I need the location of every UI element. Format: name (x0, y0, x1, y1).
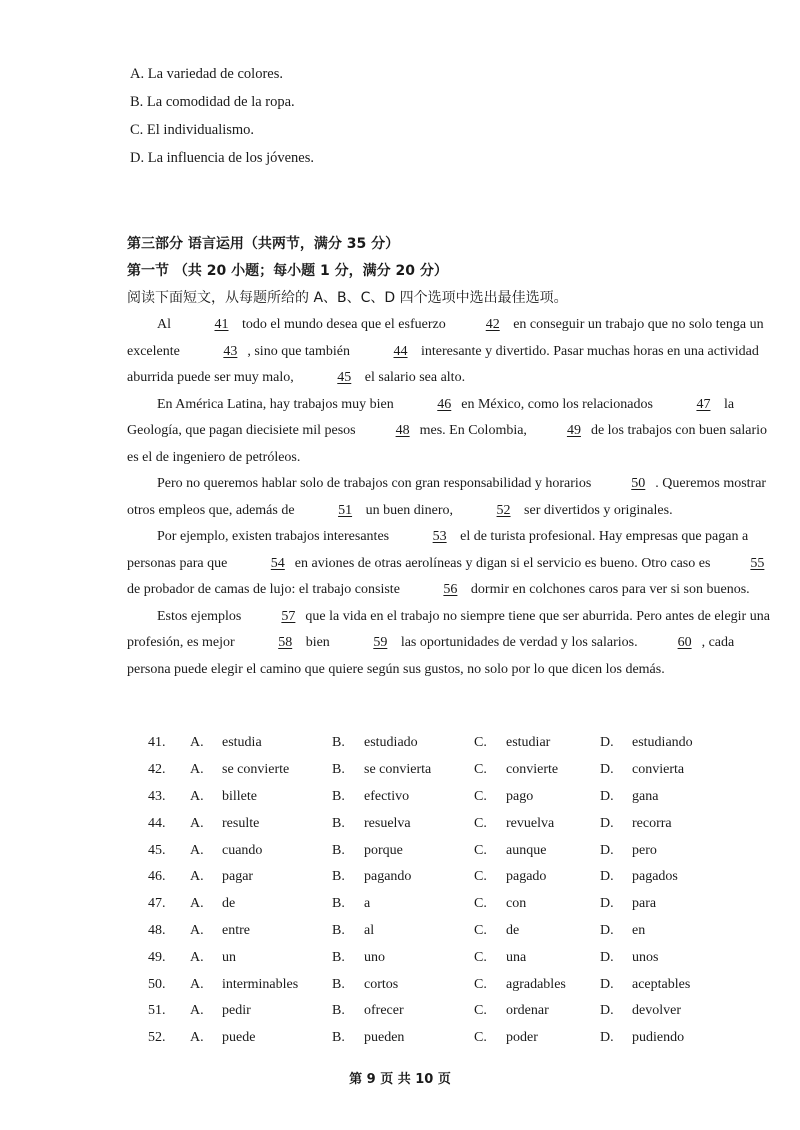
option-letter-c: C. (474, 896, 487, 912)
choice-row (148, 864, 693, 891)
question-number: 48. (148, 922, 166, 938)
option-letter-c: C. (474, 842, 487, 858)
option-d: unos (632, 949, 659, 965)
question-number: 47. (148, 896, 166, 912)
option-d: estudiando (632, 735, 693, 751)
option-letter-d: D. (600, 815, 614, 831)
option-c: revuelva (506, 815, 555, 831)
question-number: 41. (148, 735, 166, 751)
option-b: pagando (364, 869, 412, 885)
passage-text: el salario sea alto. (361, 370, 466, 385)
option-letter-b: B. (332, 815, 345, 831)
passage-text: , sino que también (247, 343, 354, 359)
passage-text: mes. En Colombia, (419, 423, 527, 438)
choice-row (148, 918, 693, 945)
passage-text: en aviones de otras aerolíneas y digan si el servicio es bueno. Otro caso es (294, 555, 711, 571)
choice-row (148, 1025, 693, 1052)
option-letter-c: C. (474, 788, 487, 804)
passage-text: de probador de camas de lujo: el trabajo consiste (127, 582, 404, 597)
answer-blank: 56 (443, 582, 458, 597)
answer-blank: 47 (696, 396, 711, 412)
option-letter-a: A. (190, 842, 204, 858)
option-a: resulte (222, 815, 260, 831)
option-letter-c: C. (474, 815, 487, 831)
passage-paragraph (127, 471, 777, 524)
option-c: pago (506, 788, 534, 804)
option-a: se convierte (222, 762, 290, 778)
option-letter-b: B. (332, 869, 345, 885)
choice-row (148, 810, 693, 837)
answer-blank: 53 (432, 529, 447, 544)
option-letter-c: C. (474, 922, 487, 938)
option-d: pudiendo (632, 1030, 685, 1046)
answer-blank: 42 (485, 317, 500, 332)
prev-option-b: B. La comodidad de la ropa. (130, 94, 295, 110)
option-letter-c: C. (474, 1003, 487, 1019)
option-c: con (506, 896, 527, 912)
choice-row (148, 891, 693, 918)
choice-row (148, 730, 693, 757)
choices-table (148, 730, 693, 1052)
prev-option-d: D. La influencia de los jóvenes. (130, 150, 315, 166)
option-d: pagados (632, 869, 678, 885)
cloze-passage (127, 312, 777, 683)
question-number: 43. (148, 788, 166, 804)
passage-text: En América Latina, hay trabajos muy bien (157, 396, 398, 412)
answer-blank: 57 (281, 608, 296, 624)
choice-row (148, 971, 693, 998)
option-letter-b: B. (332, 788, 345, 804)
passage-text: bien (302, 635, 334, 650)
option-b: porque (364, 842, 403, 858)
option-d: devolver (632, 1003, 681, 1019)
answer-blank: 45 (337, 370, 352, 385)
choice-row (148, 837, 693, 864)
answer-blank: 51 (338, 502, 353, 518)
option-letter-d: D. (600, 1003, 614, 1019)
option-letter-c: C. (474, 949, 487, 965)
option-a: estudia (222, 735, 262, 751)
passage-paragraph (127, 604, 777, 684)
passage-text: Estos ejemplos (157, 608, 242, 624)
passage-text: en México, como los relacionados (461, 396, 657, 412)
answer-blank: 54 (270, 555, 285, 571)
part-title: 第三部分 语言运用（共两节，满分 35 分） (127, 236, 400, 252)
option-b: se convierta (364, 762, 432, 778)
option-c: una (506, 949, 527, 965)
answer-blank: 43 (223, 343, 238, 359)
option-d: para (632, 896, 657, 912)
option-letter-a: A. (190, 869, 204, 885)
passage-text: Al (157, 317, 175, 332)
option-letter-a: A. (190, 896, 204, 912)
option-a: puede (222, 1030, 256, 1046)
option-letter-b: B. (332, 922, 345, 938)
option-letter-a: A. (190, 976, 204, 992)
option-letter-c: C. (474, 735, 487, 751)
option-letter-d: D. (600, 842, 614, 858)
option-letter-d: D. (600, 788, 614, 804)
subsection-title: 第一节 （共 20 小题；每小题 1 分，满分 20 分） (127, 263, 448, 279)
option-a: entre (222, 922, 250, 938)
option-a: pagar (222, 869, 254, 885)
option-c: agradables (506, 976, 566, 992)
option-d: en (632, 922, 646, 938)
option-letter-a: A. (190, 1030, 204, 1046)
question-number: 42. (148, 762, 166, 778)
passage-text: interesante y divertido. Pasar muchas horas en una actividad aburrida puede ser muy malo, (127, 343, 759, 385)
option-letter-a: A. (190, 1003, 204, 1019)
option-letter-b: B. (332, 976, 345, 992)
answer-blank: 60 (677, 635, 692, 650)
option-letter-d: D. (600, 735, 614, 751)
answer-blank: 49 (566, 423, 581, 438)
question-number: 51. (148, 1003, 166, 1019)
passage-text: en conseguir un trabajo que no solo tenga un excelente (127, 317, 764, 359)
option-b: a (364, 896, 371, 912)
option-letter-c: C. (474, 976, 487, 992)
passage-text: Por ejemplo, existen trabajos interesantes (157, 529, 393, 544)
option-c: estudiar (506, 735, 551, 751)
option-letter-b: B. (332, 735, 345, 751)
option-letter-a: A. (190, 762, 204, 778)
prev-option-c: C. El individualismo. (130, 122, 255, 138)
choice-row (148, 784, 693, 811)
option-b: al (364, 922, 375, 938)
option-a: pedir (222, 1003, 251, 1019)
option-c: poder (506, 1030, 538, 1046)
passage-text: un buen dinero, (362, 502, 457, 518)
passage-text: , cada persona puede elegir el camino que quiere según sus gustos, no solo por lo que dicen los demás. (127, 635, 735, 677)
question-number: 46. (148, 869, 166, 885)
option-letter-a: A. (190, 788, 204, 804)
passage-text: que la vida en el trabajo no siempre tiene que ser aburrida. Pero antes de elegir una profesión, es mejor (127, 608, 770, 650)
choice-row (148, 998, 693, 1025)
option-letter-b: B. (332, 1030, 345, 1046)
answer-blank: 46 (437, 396, 452, 412)
option-a: interminables (222, 976, 299, 992)
choice-row (148, 944, 693, 971)
prev-option-a: A. La variedad de colores. (130, 66, 283, 82)
option-c: de (506, 922, 520, 938)
passage-text: la Geología, que pagan diecisiete mil pesos (127, 396, 735, 438)
question-number: 45. (148, 842, 166, 858)
question-number: 44. (148, 815, 166, 831)
option-letter-b: B. (332, 896, 345, 912)
option-letter-b: B. (332, 762, 345, 778)
question-number: 52. (148, 1030, 166, 1046)
answer-blank: 50 (631, 476, 646, 491)
answer-blank: 55 (750, 555, 765, 571)
option-b: cortos (364, 976, 399, 992)
option-c: aunque (506, 842, 547, 858)
instruction: 阅读下面短文，从每题所给的 A、B、C、D 四个选项中选出最佳选项。 (127, 290, 568, 306)
option-b: ofrecer (364, 1003, 404, 1019)
option-d: recorra (632, 815, 672, 831)
option-letter-a: A. (190, 815, 204, 831)
option-letter-a: A. (190, 735, 204, 751)
passage-text: todo el mundo desea que el esfuerzo (238, 317, 446, 332)
option-letter-d: D. (600, 762, 614, 778)
passage-paragraph (127, 392, 777, 472)
option-letter-c: C. (474, 869, 487, 885)
option-d: convierta (632, 762, 685, 778)
option-d: gana (632, 788, 659, 804)
option-c: ordenar (506, 1003, 549, 1019)
option-d: aceptables (632, 976, 691, 992)
passage-paragraph (127, 312, 777, 392)
option-letter-b: B. (332, 1003, 345, 1019)
passage-text: . Queremos mostrar otros empleos que, además de (127, 476, 767, 518)
option-letter-d: D. (600, 869, 614, 885)
option-b: estudiado (364, 735, 418, 751)
answer-blank: 48 (395, 423, 410, 438)
option-b: resuelva (364, 815, 411, 831)
option-letter-a: A. (190, 949, 204, 965)
option-letter-b: B. (332, 842, 345, 858)
question-number: 50. (148, 976, 166, 992)
option-b: pueden (364, 1030, 405, 1046)
question-number: 49. (148, 949, 166, 965)
option-a: de (222, 896, 236, 912)
option-letter-d: D. (600, 1030, 614, 1046)
option-letter-d: D. (600, 949, 614, 965)
option-c: pagado (506, 869, 547, 885)
option-d: pero (632, 842, 657, 858)
answer-blank: 41 (214, 317, 229, 332)
option-b: efectivo (364, 788, 410, 804)
option-letter-d: D. (600, 896, 614, 912)
option-a: billete (222, 788, 257, 804)
answer-blank: 44 (393, 343, 408, 359)
passage-paragraph (127, 524, 777, 604)
option-letter-b: B. (332, 949, 345, 965)
passage-text: el de turista profesional. Hay empresas que pagan a personas para que (127, 529, 749, 571)
option-letter-d: D. (600, 976, 614, 992)
option-letter-d: D. (600, 922, 614, 938)
page-footer: 第 9 页 共 10 页 (349, 1072, 451, 1087)
passage-text: de los trabajos con buen salario es el de ingeniero de petróleos. (127, 423, 768, 465)
passage-text: dormir en colchones caros para ver si son buenos. (467, 582, 750, 597)
option-letter-c: C. (474, 1030, 487, 1046)
answer-blank: 59 (373, 635, 388, 650)
answer-blank: 52 (496, 502, 511, 518)
passage-text: las oportunidades de verdad y los salarios. (397, 635, 638, 650)
passage-text: ser divertidos y originales. (520, 502, 673, 518)
choice-row (148, 757, 693, 784)
option-a: un (222, 949, 236, 965)
option-a: cuando (222, 842, 263, 858)
answer-blank: 58 (278, 635, 293, 650)
option-letter-c: C. (474, 762, 487, 778)
passage-text: Pero no queremos hablar solo de trabajos con gran responsabilidad y horarios (157, 476, 592, 491)
option-c: convierte (506, 762, 559, 778)
option-b: uno (364, 949, 385, 965)
option-letter-a: A. (190, 922, 204, 938)
